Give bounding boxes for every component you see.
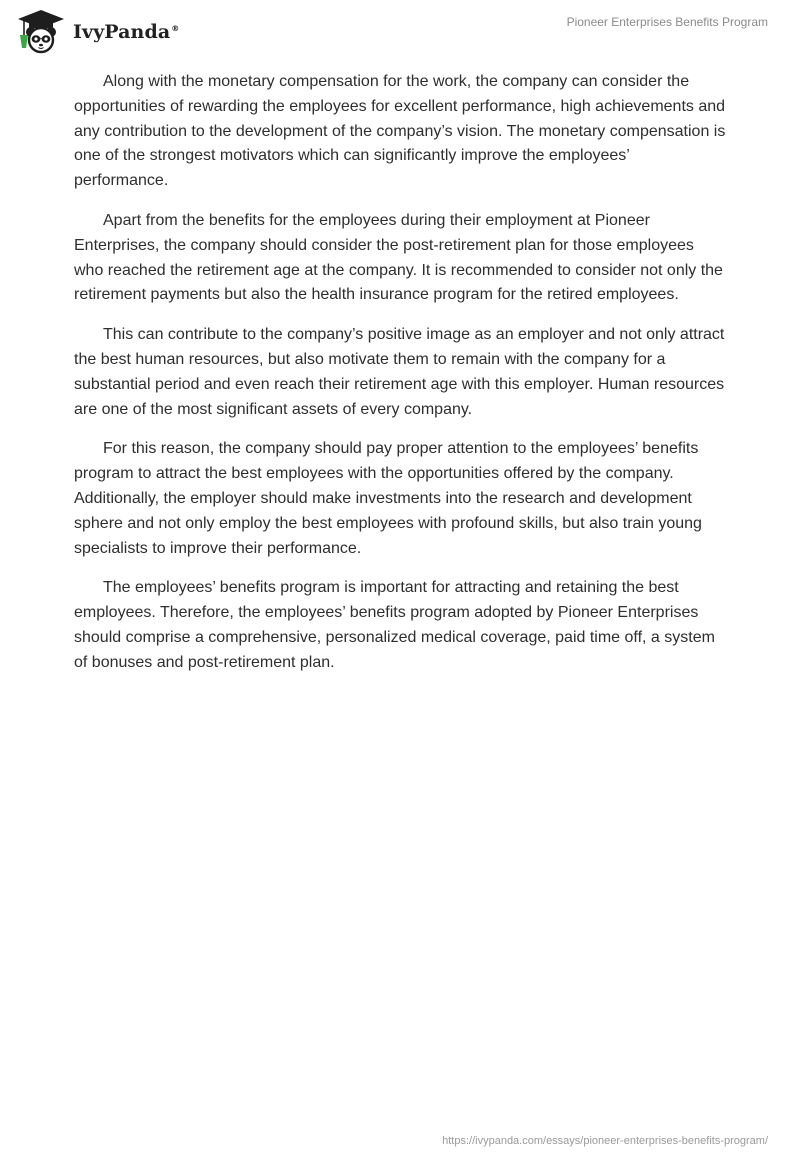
paragraph: For this reason, the company should pay proper attention to the employees’ benefits program to attract the best employees with the opportunities offered by the company. Additionally, the employer should make investments into the research and development sphere and not only employ the best employees with profound skills, but also train young specialists to improve their performance.	[74, 440, 702, 557]
page-header	[0, 0, 800, 64]
essay-body	[74, 70, 726, 691]
brand-name: IvyPanda	[73, 21, 171, 43]
paragraph: This can contribute to the company’s positive image as an employer and not only attract the best human resources, but also motivate them to remain with the company for a substantial period and even reach their retirement age with this employer. Human resources are one of the most significant assets of every company.	[74, 326, 725, 418]
document-title: Pioneer Enterprises Benefits Program	[566, 15, 768, 29]
paragraph: Apart from the benefits for the employees during their employment at Pioneer Enterprises, the company should consider the post-retirement plan for those employees who reached the retirement age at the company. It is recommended to consider not only the retirement payments but also the health insurance program for the retired employees.	[74, 211, 723, 304]
ivypanda-logo[interactable]	[14, 8, 179, 56]
registered-mark: ®	[171, 23, 180, 33]
paragraph: Along with the monetary compensation for the work, the company can consider the opportunities of rewarding the employees for excellent performance, high achievements and any contribution to the development of the company’s vision. The monetary compensation is one of the strongest motivators which can significantly improve the employees’ performance.	[74, 73, 726, 190]
paragraph: The employees’ benefits program is important for attracting and retaining the best employees. Therefore, the employees’ benefits program adopted by Pioneer Enterprises should comprise a comprehensive, personalized medical coverage, paid time off, a system of bonuses and post-retirement plan.	[74, 579, 715, 671]
source-url-link[interactable]: https://ivypanda.com/essays/pioneer-enterprises-benefits-program/	[442, 1135, 768, 1147]
logo-wordmark	[73, 21, 179, 43]
panda-graduate-icon	[14, 8, 68, 56]
